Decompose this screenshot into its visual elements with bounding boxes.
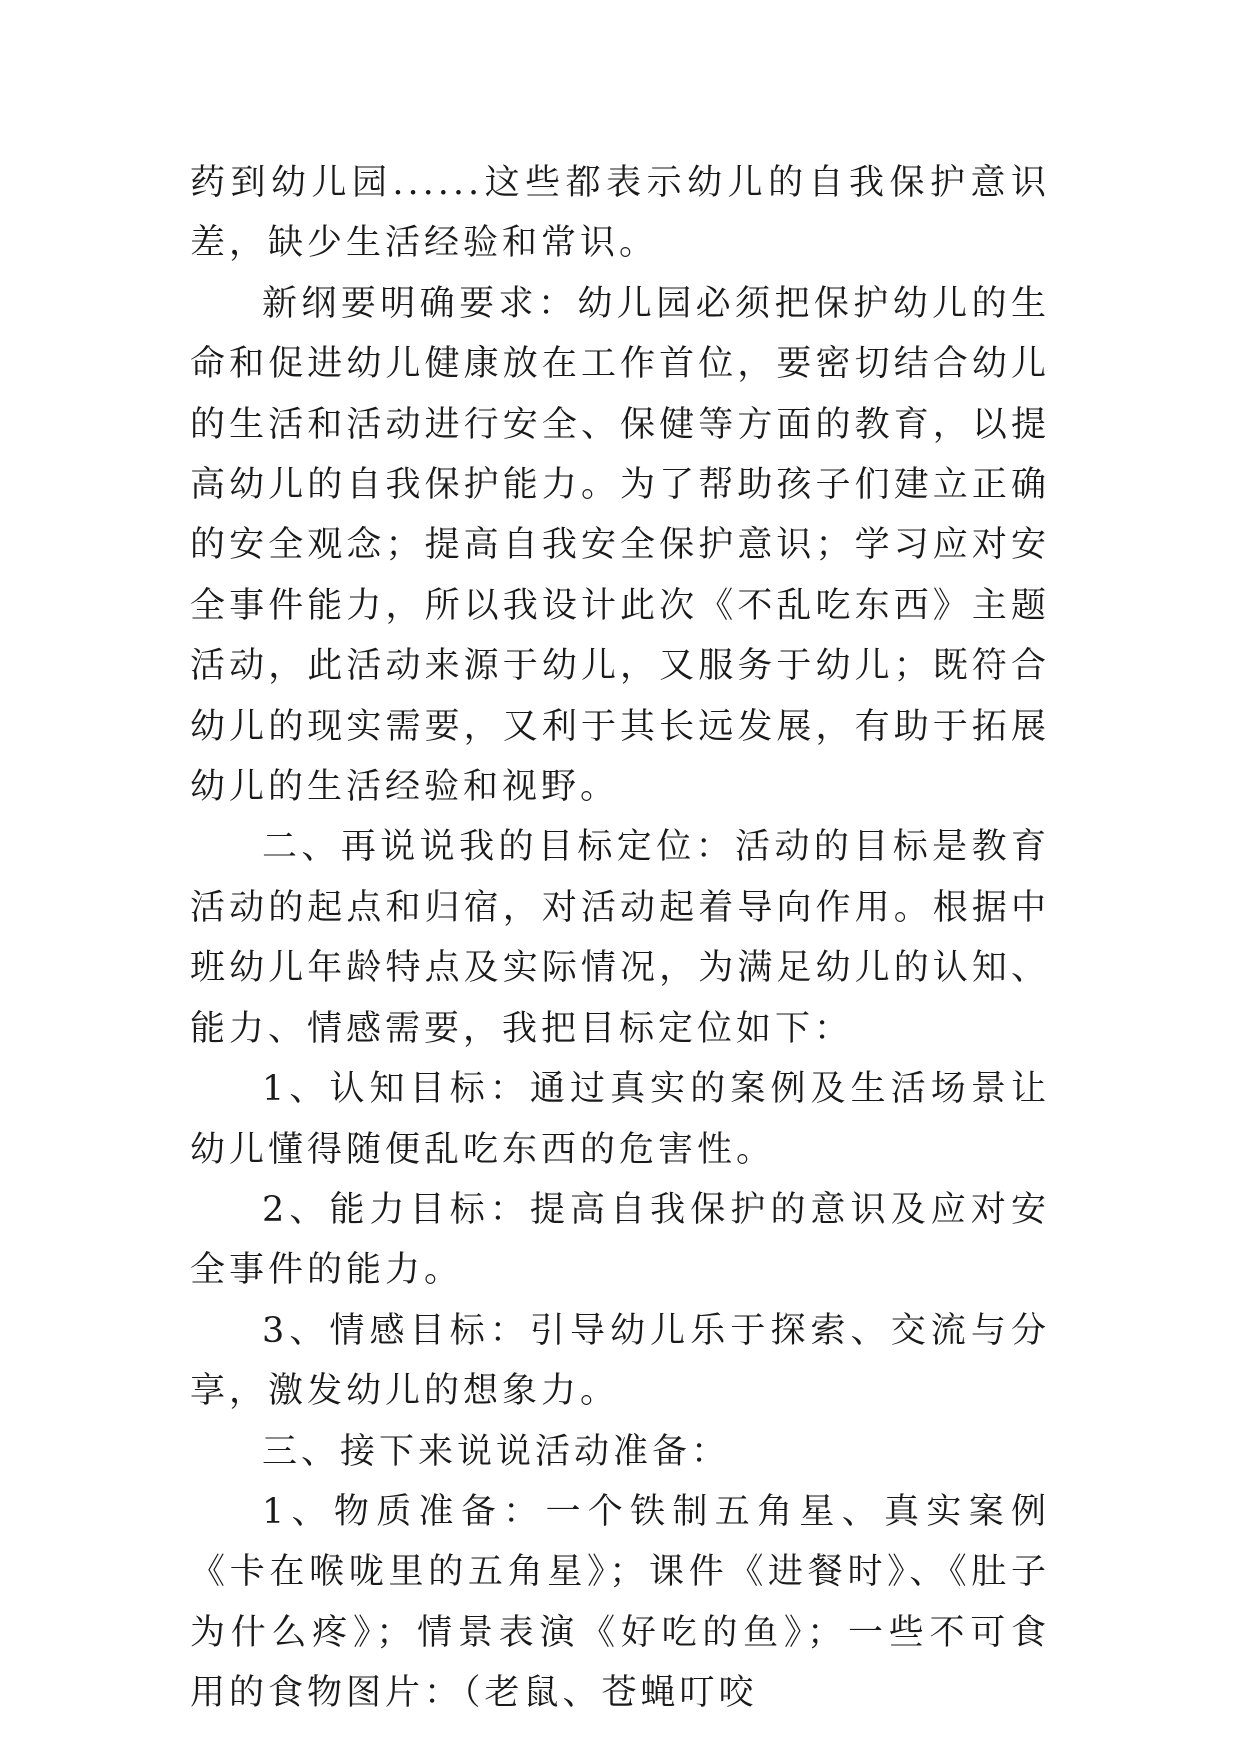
- paragraph-3: 二、再说说我的目标定位：活动的目标是教育活动的起点和归宿，对活动起着导向作用。根据中班幼儿年龄特点及实际情况，为满足幼儿的认知、能力、情感需要，我把目标定位如下：: [190, 827, 1050, 1049]
- paragraph-1: 药到幼儿园......这些都表示幼儿的自我保护意识差，缺少生活经验和常识。: [190, 163, 1050, 264]
- paragraph-2: 新纲要明确要求：幼儿园必须把保护幼儿的生命和促进幼儿健康放在工作首位，要密切结合幼儿的生活和活动进行安全、保健等方面的教育，以提高幼儿的自我保护能力。为了帮助孩子们建立正确的安全观念；提高自我安全保护意识；学习应对安全事件能力，所以我设计此次《不乱吃东西》主题活动，此活动来源于幼儿，又服务于幼儿；既符合幼儿的现实需要，又利于其长远发展，有助于拓展幼儿的生活经验和视野。: [190, 283, 1050, 808]
- paragraph-5: 2、能力目标：提高自我保护的意识及应对安全事件的能力。: [190, 1189, 1050, 1291]
- paragraph-8: 1、物质准备：一个铁制五角星、真实案例《卡在喉咙里的五角星》；课件《进餐时》、《肚子为什么疼》；情景表演《好吃的鱼》；一些不可食用的食物图片：（老鼠、苍蝇叮咬: [190, 1491, 1050, 1714]
- body-text: [190, 153, 1050, 1724]
- paragraph-4: 1、认知目标：通过真实的案例及生活场景让幼儿懂得随便乱吃东西的危害性。: [190, 1069, 1050, 1170]
- paragraph-7: 三、接下来说说活动准备：: [262, 1431, 731, 1472]
- paragraph-6: 3、情感目标：引导幼儿乐于探索、交流与分享，激发幼儿的想象力。: [190, 1310, 1050, 1412]
